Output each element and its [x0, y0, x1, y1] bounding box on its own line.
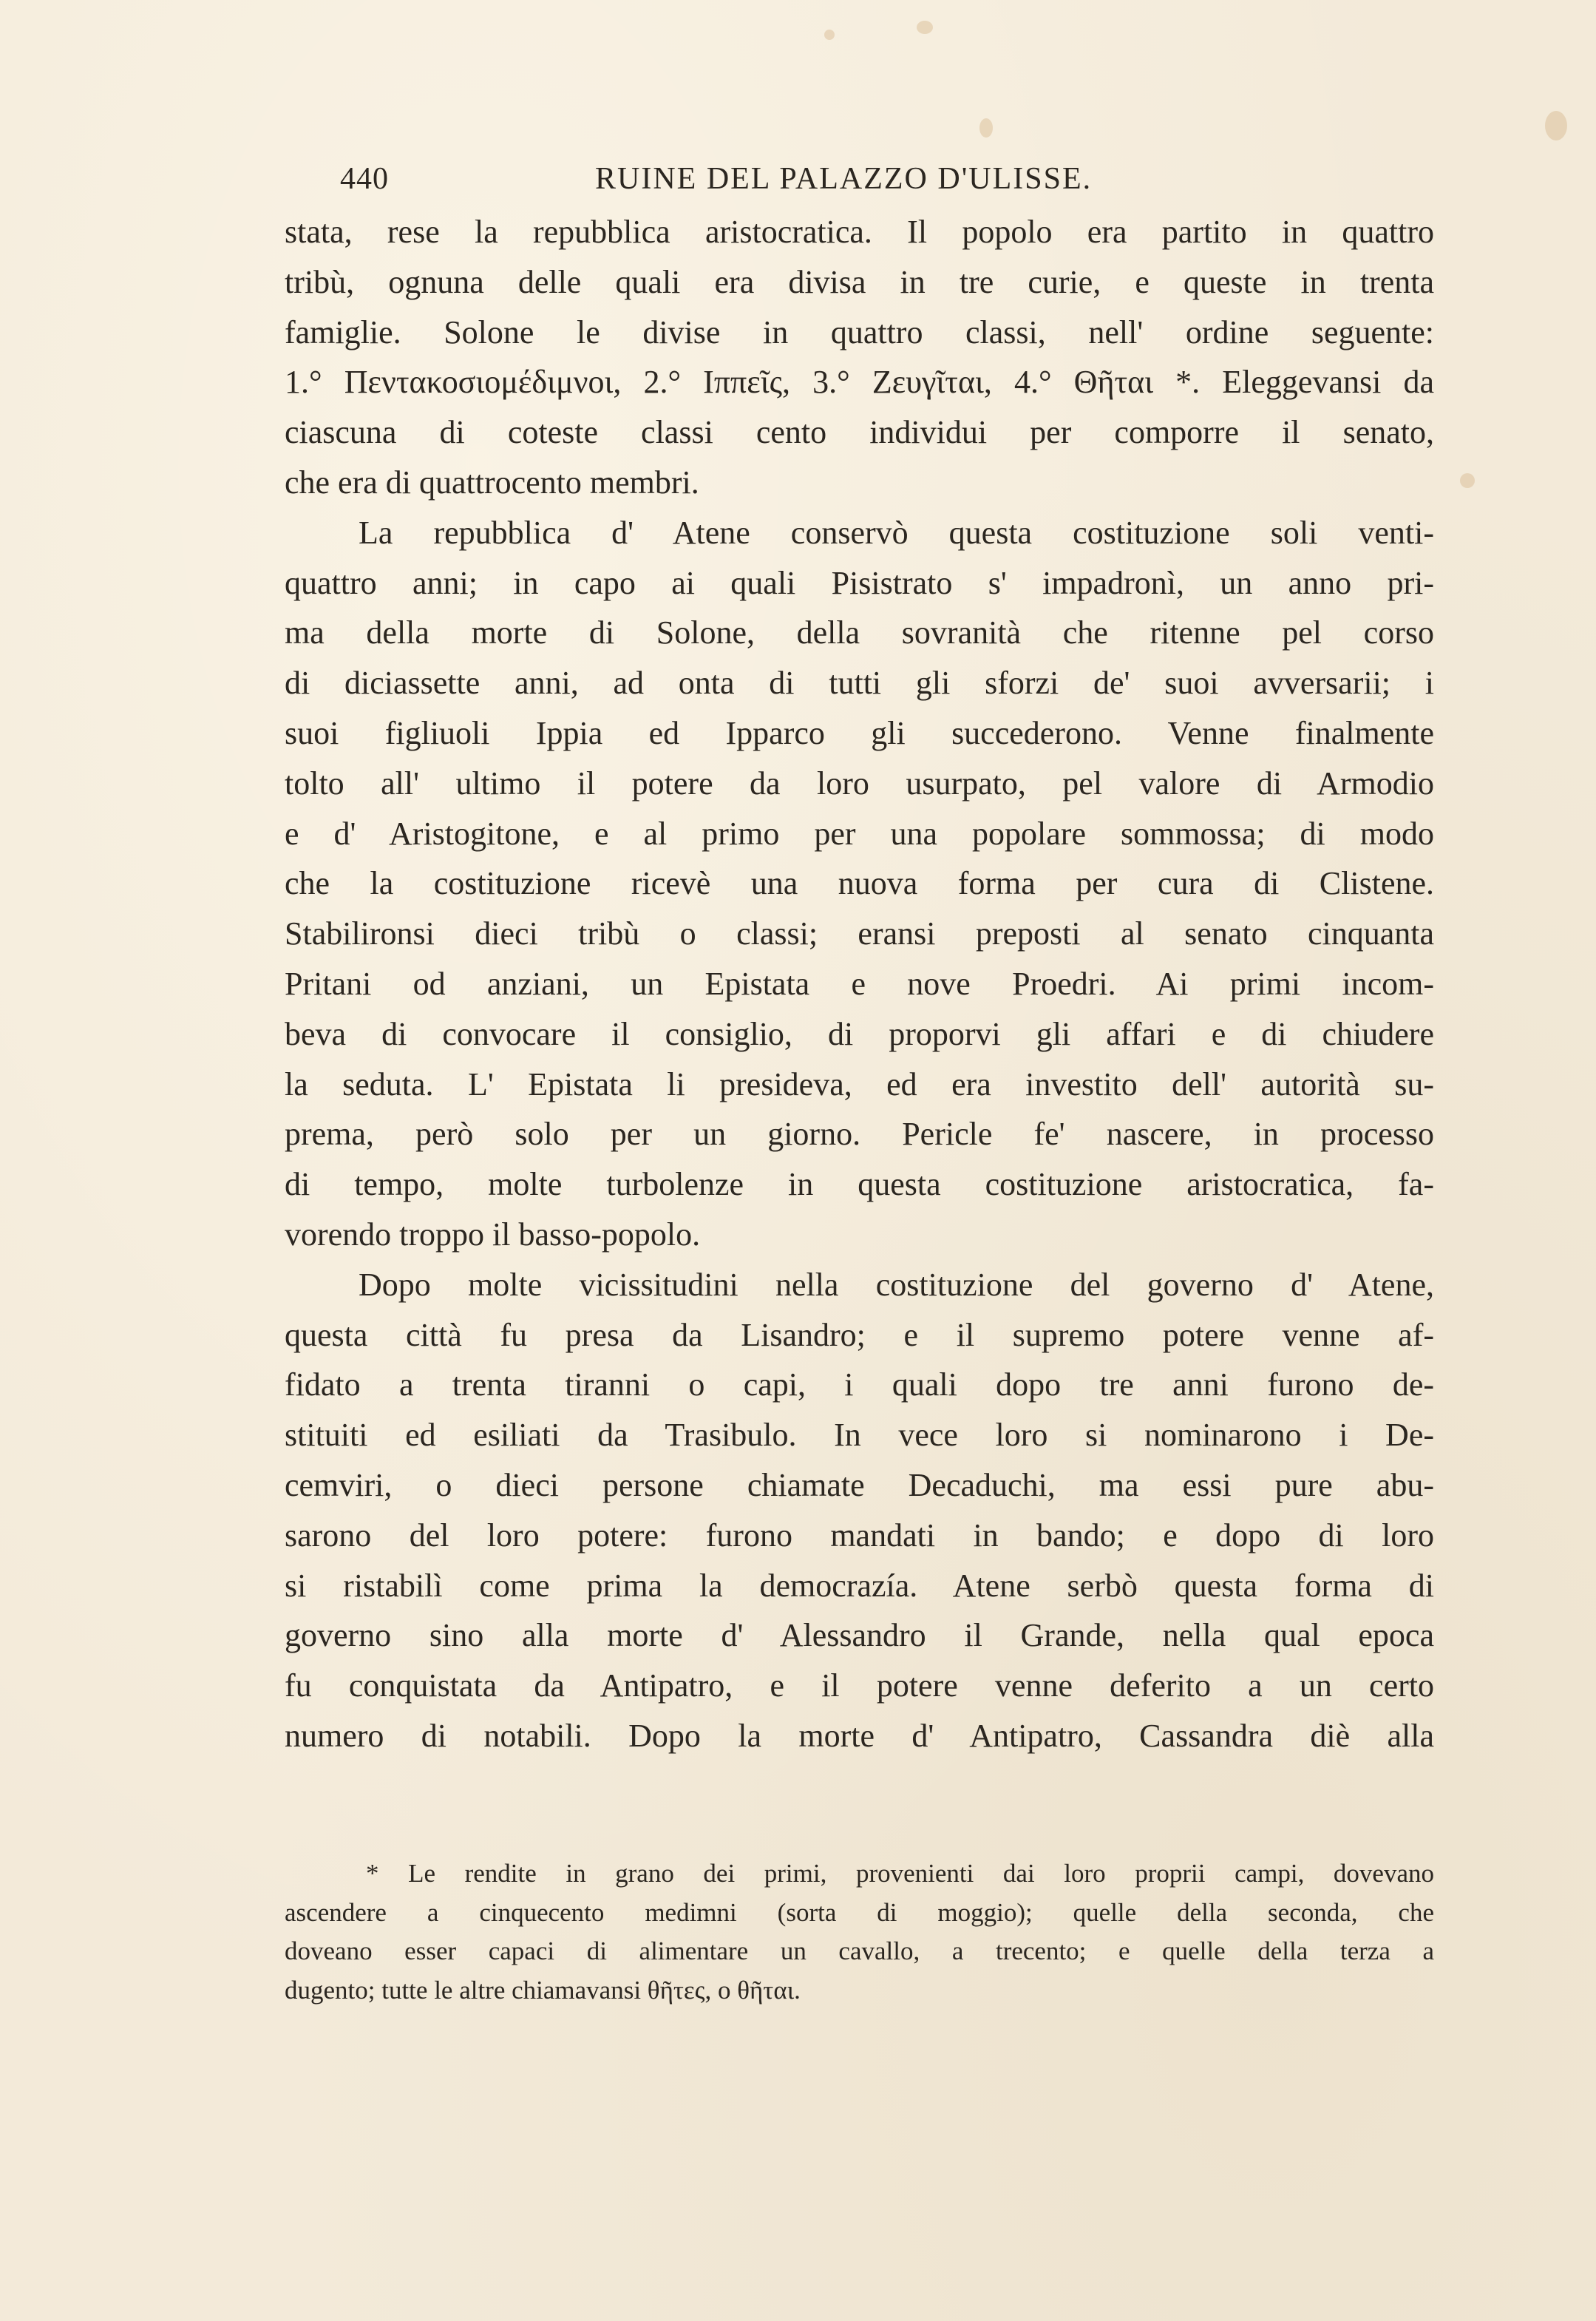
text-line: La repubblica d' Atene conservò questa costituzione soli venti-: [359, 514, 1434, 551]
foxing-spot: [1460, 473, 1475, 488]
text-line: si ristabilì come prima la democrazía. Atene serbò questa forma di: [285, 1567, 1434, 1604]
foxing-spot: [979, 118, 993, 138]
text-line: questa città fu presa da Lisandro; e il supremo potere venne af-: [285, 1316, 1434, 1353]
text-line: Stabilironsi dieci tribù o classi; eransi preposti al senato cinquanta: [285, 915, 1434, 952]
text-line: suoi figliuoli Ippia ed Ipparco gli succederono. Venne finalmente: [285, 714, 1434, 751]
text-line: Pritani od anziani, un Epistata e nove Proedri. Ai primi incom-: [285, 965, 1434, 1002]
body-text: [285, 207, 1434, 1761]
text-line: la seduta. L' Epistata li presideva, ed era investito dell' autorità su-: [285, 1065, 1434, 1102]
text-line: governo sino alla morte d' Alessandro il Grande, nella qual epoca: [285, 1617, 1434, 1654]
running-header: [340, 161, 1130, 206]
text-line: fidato a trenta tiranni o capi, i quali dopo tre anni furono de-: [285, 1366, 1434, 1403]
text-line: quattro anni; in capo ai quali Pisistrato s' impadronì, un anno pri-: [285, 564, 1434, 601]
text-line: ma della morte di Solone, della sovranità che ritenne pel corso: [285, 614, 1434, 651]
footnote-line: ascendere a cinquecento medimni (sorta di moggio); quelle della seconda, che: [285, 1897, 1434, 1927]
text-line: prema, però solo per un giorno. Pericle fe' nascere, in processo: [285, 1116, 1434, 1153]
text-line: di tempo, molte turbolenze in questa costituzione aristocratica, fa-: [285, 1166, 1434, 1203]
text-line: Dopo molte vicissitudini nella costituzione del governo d' Atene,: [359, 1266, 1434, 1303]
text-line: vorendo troppo il basso-popolo.: [285, 1216, 701, 1253]
footnote-line: doveano esser capaci di alimentare un cavallo, a trecento; e quelle della terza a: [285, 1937, 1434, 1965]
foxing-spot: [1545, 111, 1567, 140]
foxing-spot: [824, 30, 835, 40]
footnote-line: * Le rendite in grano dei primi, provenienti dai loro proprii campi, dovevano: [366, 1859, 1434, 1888]
text-line: che la costituzione ricevè una nuova forma per cura di Clistene.: [285, 865, 1434, 902]
page-number: 440: [340, 162, 389, 196]
text-line: tribù, ognuna delle quali era divisa in tre curie, e queste in trenta: [285, 263, 1434, 300]
text-line: ciascuna di coteste classi cento individui per comporre il senato,: [285, 414, 1434, 451]
running-title: RUINE DEL PALAZZO D'ULISSE.: [595, 162, 1093, 196]
text-line: beva di convocare il consiglio, di proporvi gli affari e di chiudere: [285, 1015, 1434, 1052]
text-line: numero di notabili. Dopo la morte d' Antipatro, Cassandra diè alla: [285, 1717, 1434, 1754]
text-line: stata, rese la repubblica aristocratica. Il popolo era partito in quattro: [285, 214, 1434, 250]
footnote: [285, 1854, 1434, 2010]
text-line: famiglie. Solone le divise in quattro classi, nell' ordine seguente:: [285, 314, 1434, 350]
text-line: fu conquistata da Antipatro, e il potere venne deferito a un certo: [285, 1667, 1434, 1704]
text-line: 1.° Πεντακοσιομέδιμνοι, 2.° Ιππεῖς, 3.° Ζευγῖται, 4.° Θῆται *. Eleggevansi da: [285, 364, 1434, 401]
text-line: di diciassette anni, ad onta di tutti gli sforzi de' suoi avversarii; i: [285, 665, 1434, 702]
text-line: che era di quattrocento membri.: [285, 464, 699, 501]
foxing-spot: [917, 21, 933, 34]
text-line: cemviri, o dieci persone chiamate Decaduchi, ma essi pure abu-: [285, 1466, 1434, 1503]
text-line: tolto all' ultimo il potere da loro usurpato, pel valore di Armodio: [285, 765, 1434, 802]
text-line: stituiti ed esiliati da Trasibulo. In vece loro si nominarono i De-: [285, 1417, 1434, 1454]
text-line: sarono del loro potere: furono mandati in bando; e dopo di loro: [285, 1517, 1434, 1553]
text-line: e d' Aristogitone, e al primo per una popolare sommossa; di modo: [285, 815, 1434, 852]
footnote-line: dugento; tutte le altre chiamavansi θῆτες, o θῆται.: [285, 1975, 801, 2005]
